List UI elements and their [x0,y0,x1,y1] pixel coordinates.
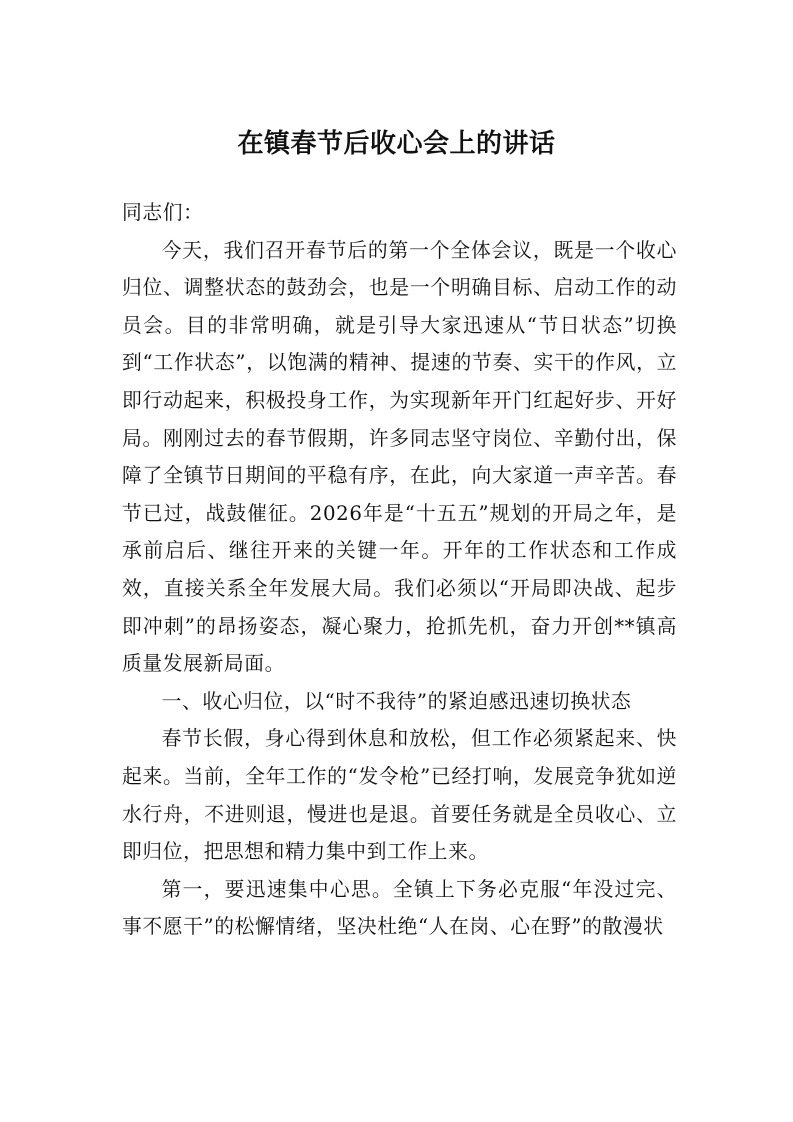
salutation: 同志们： [122,201,204,224]
section-1-paragraph: 春节长假，身心得到休息和放松，但工作必须紧起来、快起来。当前，全年工作的“发令枪”已经打响，发展竞争犹如逆水行舟，不进则退，慢进也是退。首要任务就是全员收心、立即归位，把思想和精力集中到工作上来。 [122,727,677,864]
document-body [122,194,677,946]
intro-paragraph: 今天，我们召开春节后的第一个全体会议，既是一个收心归位、调整状态的鼓劲会，也是一个明确目标、启动工作的动员会。目的非常明确，就是引导大家迅速从“节日状态”切换到“工作状态”，以饱满的精神、提速的节奏、实干的作风，立即行动起来，积极投身工作，为实现新年开门红起好步、开好局。刚刚过去的春节假期，许多同志坚守岗位、辛勤付出，保障了全镇节日期间的平稳有序，在此，向大家道一声辛苦。春节已过，战鼓催征。2026年是“十五五”规划的开局之年，是承前启后、继往开来的关键一年。开年的工作状态和工作成效，直接关系全年发展大局。我们必须以“开局即决战、起步即冲刺”的昂扬姿态，凝心聚力，抢抓先机，奋力开创**镇高质量发展新局面。 [122,238,677,676]
point-1-paragraph: 第一，要迅速集中心思。全镇上下务必克服“年没过完、事不愿干”的松懈情绪，坚决杜绝“人在岗、心在野”的散漫状 [122,877,677,939]
section-heading-1: 一、收心归位，以“时不我待”的紧迫感迅速切换状态 [161,689,632,713]
document-title: 在镇春节后收心会上的讲话 [237,129,556,159]
